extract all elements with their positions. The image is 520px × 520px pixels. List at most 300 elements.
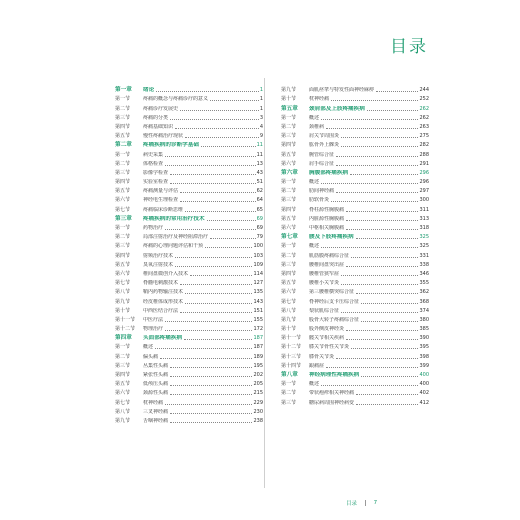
toc-leader-dots [341,273,418,276]
toc-section-entry [281,176,429,185]
toc-entry-page: 127 [253,280,263,287]
toc-entry-page: 64 [256,197,263,204]
toc-leader-dots [351,346,418,349]
toc-section-entry [281,139,429,148]
toc-entry-page: 215 [253,390,263,397]
toc-entry-page: 296 [419,179,429,186]
toc-section-entry [115,231,263,240]
toc-entry-number: 第一章 [115,87,132,94]
toc-section-entry [115,305,263,314]
toc-section-entry [115,194,263,203]
toc-entry-page: 65 [256,206,263,213]
toc-entry-title: 中医疗法 [143,316,164,323]
toc-entry-page: 4 [259,123,263,130]
toc-entry-number: 第六节 [115,390,131,397]
toc-leader-dots [361,301,418,304]
toc-entry-number: 第四节 [281,270,297,277]
toc-entry-title: 疼痛的心理问题评估和干预 [143,243,204,250]
toc-entry-number: 第四章 [115,335,132,342]
toc-entry-page: 187 [253,335,263,342]
toc-leader-dots [326,365,418,368]
toc-entry-number: 第五节 [115,188,131,195]
toc-entry-title: 肋软骨炎 [309,197,330,204]
toc-leader-dots [165,319,252,322]
toc-entry-page: 368 [419,298,429,305]
toc-entry-number: 第三章 [115,215,132,222]
toc-entry-number: 第五节 [281,151,297,158]
toc-entry-page: 135 [253,289,263,296]
toc-leader-dots [341,310,418,313]
toc-section-entry [281,286,429,295]
toc-entry-number: 第七章 [281,234,298,241]
toc-entry-page: 262 [419,105,429,112]
toc-entry-page: 400 [419,381,429,388]
toc-leader-dots [180,310,252,313]
toc-entry-title: 疼痛测量与评估 [143,188,179,195]
toc-entry-number: 第六节 [115,270,131,277]
toc-entry-page: 11 [256,151,263,158]
toc-entry-page: 189 [253,353,263,360]
toc-section-entry [281,84,429,93]
toc-section-entry [115,286,263,295]
toc-leader-dots [356,402,418,405]
toc-leader-dots [346,337,418,340]
toc-leader-dots [170,383,252,386]
toc-entry-number: 第九节 [281,87,297,94]
toc-leader-dots [190,273,252,276]
toc-entry-number: 第七节 [115,280,131,287]
toc-entry-title: 概述 [309,114,320,121]
toc-entry-title: 腰及下肢疼痛疾病 [309,234,354,241]
toc-section-entry [115,93,263,102]
toc-entry-title: 低颅压头痛 [143,381,169,388]
toc-entry-number: 第四节 [115,372,131,378]
toc-chapter-entry [115,213,263,222]
toc-entry-page: 187 [253,344,263,351]
toc-entry-page: 229 [253,399,263,406]
toc-section-entry [115,369,263,378]
toc-entry-title: 疼痛的分类 [143,114,169,121]
toc-entry-title: 药物治疗 [143,225,164,231]
toc-entry-page: 402 [419,390,429,397]
toc-entry-number: 第六节 [281,160,297,167]
toc-entry-title: 糖尿病周围神经病变 [309,399,355,406]
toc-entry-page: 244 [419,87,429,94]
toc-entry-title: 局部注射治疗及神经阻滞治疗 [143,234,209,241]
toc-entry-number: 第八节 [281,307,297,314]
toc-entry-title: 三叉神经痛 [143,408,169,415]
toc-entry-page: 288 [419,151,429,158]
toc-section-entry [281,222,429,231]
toc-entry-page: 172 [253,326,263,333]
toc-entry-number: 第八节 [115,408,131,415]
toc-section-entry [281,213,429,222]
toc-leader-dots [185,291,252,294]
toc-entry-title: 肱骨外上髁炎 [309,142,340,149]
toc-entry-title: 肌筋膜疼痛综合征 [309,252,350,259]
toc-entry-title: 枕神经痛 [143,399,164,406]
toc-left-column [115,84,263,424]
toc-leader-dots [170,411,252,414]
toc-section-entry [115,240,263,249]
toc-entry-page: 385 [419,326,429,333]
toc-entry-page: 100 [253,243,263,250]
toc-leader-dots [351,255,418,258]
toc-leader-dots [160,356,252,359]
toc-entry-number: 第二节 [281,252,297,259]
toc-entry-number: 第十节 [281,326,297,333]
toc-entry-number: 第一节 [115,344,131,351]
toc-entry-number: 第一节 [115,225,131,231]
toc-entry-number: 第八章 [281,372,298,378]
toc-section-entry [281,249,429,258]
column-divider [264,78,265,488]
toc-section-entry [115,396,263,405]
toc-section-entry [115,158,263,167]
toc-entry-title: 第三腰椎横突综合征 [309,289,355,296]
toc-entry-page: 311 [419,206,429,213]
toc-section-entry [115,277,263,286]
toc-section-entry [281,203,429,212]
toc-entry-title: 脊神经后支卡压综合征 [309,298,360,305]
toc-section-entry [115,176,263,185]
toc-entry-number: 第五节 [115,381,131,388]
toc-entry-number: 第二节 [281,188,297,195]
toc-entry-title: 疼痛疾病的诊断学基础 [143,142,199,149]
toc-leader-dots [165,163,256,166]
toc-entry-title: 膝骨关节炎 [309,353,335,360]
toc-section-entry [281,350,429,359]
toc-leader-dots [361,319,418,322]
toc-section-entry [281,130,429,139]
toc-entry-number: 第一节 [115,96,131,103]
toc-right-column [281,84,429,406]
toc-section-entry [115,130,263,139]
toc-entry-page: 69 [256,225,263,231]
toc-entry-page: 398 [419,353,429,360]
toc-leader-dots [336,190,418,193]
toc-entry-page: 252 [419,96,429,103]
toc-entry-page: 109 [253,261,263,268]
toc-entry-number: 第一节 [115,151,131,158]
page-footer [346,499,377,507]
toc-chapter-entry [115,332,263,341]
toc-entry-page: 262 [419,114,429,121]
toc-entry-number: 第二节 [115,353,131,360]
toc-entry-title: 鞘内药物输注技术 [143,289,184,296]
toc-entry-page: 380 [419,316,429,323]
toc-entry-page: 9 [259,133,263,140]
toc-leader-dots [165,154,256,157]
toc-leader-dots [356,291,418,294]
toc-leader-dots [331,98,418,101]
toc-entry-title: 内脏源性胸腹痛 [309,215,345,222]
toc-entry-title: 概述 [309,381,320,388]
toc-entry-page: 79 [256,234,263,241]
toc-entry-number: 第五节 [115,261,131,268]
toc-section-entry [115,102,263,111]
toc-entry-title: 经皮椎体成形技术 [143,298,184,305]
toc-entry-number: 第四节 [115,179,131,186]
toc-entry-number: 第四节 [281,206,297,213]
toc-entry-page: 11 [256,142,263,149]
toc-section-entry [281,305,429,314]
toc-section-entry [281,387,429,396]
toc-section-entry [281,295,429,304]
toc-section-entry [281,332,429,341]
toc-entry-page: 202 [253,372,263,378]
toc-section-entry [281,194,429,203]
toc-section-entry [281,378,429,387]
toc-entry-page: 155 [253,316,263,323]
toc-entry-number: 第四节 [115,252,131,259]
toc-entry-number: 第三节 [281,197,297,204]
toc-section-entry [281,240,429,249]
toc-entry-number: 第六章 [281,169,298,176]
toc-section-entry [281,148,429,157]
toc-entry-title: 腰椎间盘突出症 [309,261,345,268]
toc-leader-dots [321,117,418,120]
toc-section-entry [115,295,263,304]
toc-leader-dots [336,163,418,166]
toc-entry-page: 62 [256,188,263,195]
toc-leader-dots [341,144,418,147]
toc-entry-number: 第九节 [115,417,131,424]
toc-leader-dots [207,218,256,221]
toc-entry-number: 第二节 [281,123,297,130]
toc-entry-title: 中西医结合疗法 [143,307,179,314]
toc-entry-page: 395 [419,344,429,351]
toc-entry-title: 股外侧皮神经炎 [309,326,345,333]
toc-entry-title: 神经电生理检查 [143,197,179,204]
toc-entry-page: 296 [419,169,429,176]
toc-entry-title: 绪论 [143,87,155,94]
toc-entry-title: 颈源性头痛 [143,390,169,397]
toc-section-entry [115,415,263,424]
toc-leader-dots [326,126,418,129]
toc-leader-dots [346,218,418,221]
toc-section-entry [115,323,263,332]
toc-entry-number: 第三节 [281,261,297,268]
toc-section-entry [115,387,263,396]
toc-chapter-entry [115,139,263,148]
toc-entry-title: 疼痛诊疗发展史 [143,105,179,112]
toc-leader-dots [210,236,256,239]
toc-section-entry [115,360,263,369]
toc-leader-dots [185,135,259,138]
toc-entry-number: 第十二节 [115,326,136,333]
toc-leader-dots [170,172,256,175]
toc-section-entry [281,259,429,268]
toc-entry-number: 第二节 [281,390,297,397]
toc-entry-page: 3 [259,114,263,121]
toc-entry-number: 第七节 [115,206,131,213]
toc-entry-number: 第十一节 [281,335,302,342]
toc-entry-number: 第三节 [115,169,131,176]
toc-section-entry [281,112,429,121]
page-number: 7 [373,500,378,506]
toc-leader-dots [350,172,418,175]
toc-leader-dots [165,402,252,405]
toc-entry-title: 疼痛疾病的常用治疗技术 [143,215,205,222]
toc-entry-title: 疼痛临床诊断思维 [143,206,184,213]
toc-entry-title: 肩关节周围炎 [309,133,340,140]
toc-entry-number: 第三节 [281,133,297,140]
toc-entry-page: 297 [419,188,429,195]
toc-entry-page: 43 [256,169,263,176]
toc-leader-dots [184,337,252,340]
toc-entry-page: 338 [419,261,429,268]
toc-entry-number: 第六节 [281,225,297,231]
toc-leader-dots [376,89,418,92]
toc-leader-dots [346,264,418,267]
toc-entry-number: 第二节 [115,105,131,112]
toc-leader-dots [331,199,418,202]
toc-chapter-entry [115,84,263,93]
toc-entry-title: 慢性疼痛治疗现状 [143,133,184,140]
toc-entry-title: 舌咽神经痛 [143,417,169,424]
toc-entry-title: 概述 [309,243,320,250]
toc-leader-dots [321,383,418,386]
toc-leader-dots [185,301,252,304]
toc-entry-page: 205 [253,381,263,388]
toc-entry-number: 第五节 [281,215,297,222]
toc-section-entry [115,341,263,350]
toc-entry-number: 第九节 [281,316,297,323]
toc-section-entry [115,222,263,231]
toc-leader-dots [165,328,252,331]
toc-entry-number: 第三节 [281,399,297,406]
toc-entry-title: 梨状肌综合征 [309,307,340,314]
toc-entry-page: 291 [419,160,429,167]
toc-leader-dots [336,154,418,157]
toc-entry-number: 第一节 [281,243,297,250]
toc-section-entry [115,121,263,130]
toc-leader-dots [156,89,259,92]
toc-entry-number: 第十二节 [281,344,302,351]
toc-leader-dots [356,236,419,239]
toc-entry-title: 脊髓电刺激技术 [143,280,179,287]
toc-entry-title: 膝关节骨性关节炎 [309,344,350,351]
toc-leader-dots [341,135,418,138]
toc-entry-title: 病史采集 [143,151,164,158]
toc-chapter-entry [281,102,429,111]
toc-leader-dots [361,374,418,377]
toc-entry-page: 13 [256,160,263,167]
toc-section-entry [281,268,429,277]
toc-leader-dots [175,264,252,267]
toc-section-entry [115,249,263,258]
toc-entry-title: 射频治疗技术 [143,252,174,259]
toc-entry-page: 51 [256,179,263,186]
toc-entry-page: 331 [419,252,429,259]
toc-section-entry [115,378,263,387]
toc-leader-dots [170,181,256,184]
toc-entry-title: 臭氧注射技术 [143,261,174,268]
toc-section-entry [281,341,429,350]
toc-entry-page: 362 [419,289,429,296]
toc-entry-page: 195 [253,362,263,369]
toc-entry-number: 第七节 [115,399,131,406]
toc-entry-title: 腕管综合征 [309,151,335,158]
toc-section-entry [281,158,429,167]
toc-section-entry [115,112,263,121]
toc-section-entry [281,121,429,130]
toc-entry-number: 第一节 [281,179,297,186]
toc-section-entry [115,268,263,277]
toc-entry-number: 第二节 [115,160,131,167]
toc-section-entry [281,277,429,286]
toc-entry-title: 面肌痉挛与特发性面神经麻痹 [309,87,375,94]
toc-entry-page: 325 [419,243,429,250]
toc-leader-dots [205,245,252,248]
toc-leader-dots [210,98,259,101]
toc-leader-dots [341,282,418,285]
toc-section-entry [115,406,263,415]
toc-entry-title: 神经病理性疼痛疾病 [309,372,360,378]
toc-leader-dots [170,365,252,368]
toc-entry-title: 疼痛基础知识 [143,123,174,130]
toc-entry-number: 第六节 [281,289,297,296]
toc-leader-dots [321,181,418,184]
toc-section-entry [115,350,263,359]
toc-entry-title: 紧张性头痛 [143,372,169,378]
toc-entry-page: 263 [419,123,429,130]
page-title: 目录 [390,37,428,57]
toc-entry-title: 体格检查 [143,160,164,167]
toc-leader-dots [180,282,252,285]
toc-entry-title: 跟痛症 [309,362,325,369]
toc-entry-page: 400 [419,372,429,378]
toc-leader-dots [180,199,256,202]
toc-entry-title: 枕神经痛 [309,96,330,103]
toc-section-entry [115,259,263,268]
toc-chapter-entry [281,167,429,176]
toc-entry-page: 1 [259,87,263,94]
toc-entry-number: 第七节 [281,298,297,305]
toc-entry-title: 偏头痛 [143,353,159,360]
toc-entry-page: 412 [419,399,429,406]
toc-entry-page: 325 [419,234,429,241]
toc-entry-number: 第二章 [115,142,132,149]
toc-leader-dots [367,108,419,111]
toc-entry-title: 颈椎病 [309,123,325,130]
toc-entry-number: 第六节 [115,197,131,204]
toc-entry-number: 第九节 [115,298,131,305]
toc-entry-page: 151 [253,307,263,314]
footer-label: 目录 [346,501,358,507]
toc-entry-title: 椎间盘微创介入技术 [143,270,189,277]
toc-leader-dots [170,117,259,120]
toc-entry-title: 物理治疗 [143,326,164,333]
toc-entry-page: 114 [253,270,263,277]
toc-leader-dots [201,144,256,147]
toc-entry-number: 第五节 [281,280,297,287]
toc-leader-dots [346,209,418,212]
toc-entry-number: 第四节 [281,142,297,149]
toc-entry-number: 第五节 [115,133,131,140]
toc-entry-number: 第十节 [115,307,131,314]
toc-chapter-entry [281,231,429,240]
toc-section-entry [281,185,429,194]
toc-section-entry [115,148,263,157]
toc-entry-page: 143 [253,298,263,305]
toc-entry-page: 399 [419,362,429,369]
toc-entry-title: 腰椎小关节炎 [309,280,340,287]
toc-leader-dots [185,209,256,212]
toc-entry-number: 第十一节 [115,316,136,323]
toc-entry-page: 374 [419,307,429,314]
